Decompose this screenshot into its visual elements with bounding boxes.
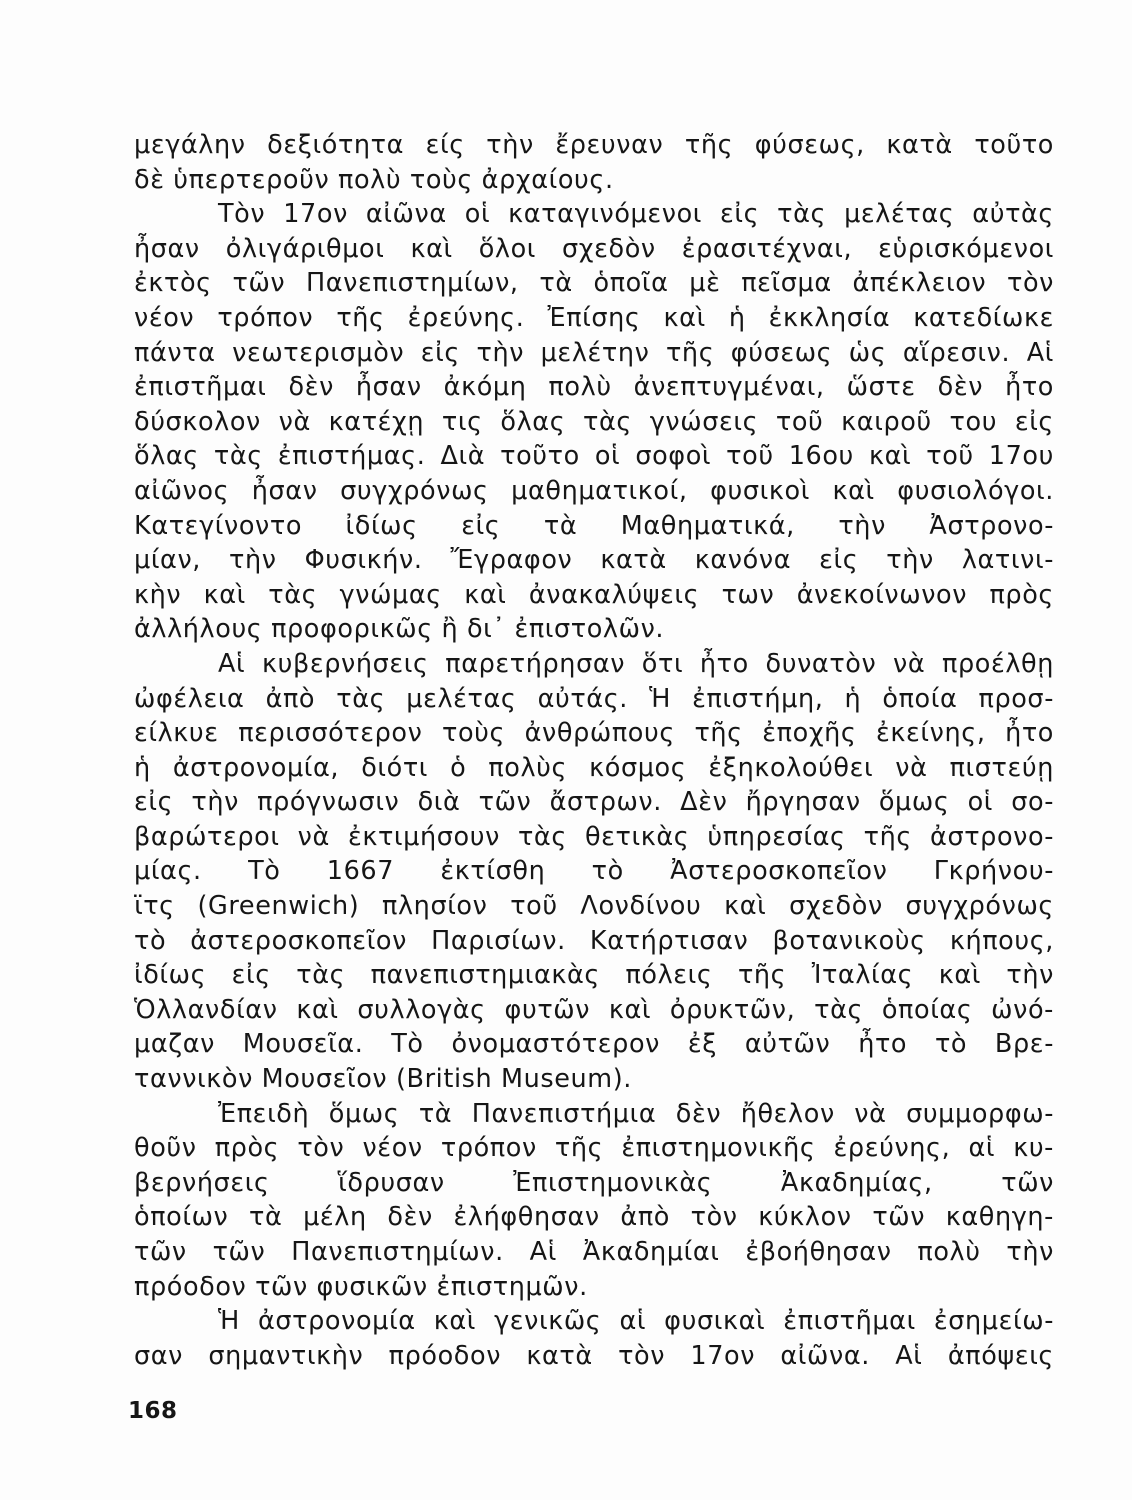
text-line: νέον τρόπον τῆς ἐρεύνης. Ἐπίσης καὶ ἡ ἐκκλησία κατεδίωκε xyxy=(134,302,1054,333)
text-line: μεγάλην δεξιότητα είς τὴν ἔρευναν τῆς φύσεως, κατὰ τοῦτο xyxy=(134,130,1054,160)
text-line: ἀλλήλους προφορικῶς ἢ δι᾽ ἐπιστολῶν. xyxy=(134,614,665,645)
text-line: μίαν, τὴν Φυσικήν. Ἔγραφον κατὰ κανόνα εἰς τὴν λατινι- xyxy=(134,545,1054,576)
text-line: ἰδίως εἰς τὰς πανεπιστημιακὰς πόλεις τῆς Ἰταλίας καὶ τὴν xyxy=(134,960,1054,991)
text-line: βαρώτεροι νὰ ἐκτιμήσουν τὰς θετικὰς ὑπηρεσίας τῆς ἀστρονο- xyxy=(134,821,1054,852)
text-line: ἐκτὸς τῶν Πανεπιστημίων, τὰ ὁποῖα μὲ πεῖσμα ἀπέκλειον τὸν xyxy=(134,268,1054,299)
paragraph-first-line: Ἐπειδὴ ὅμως τὰ Πανεπιστήμια δὲν ἤθελον νὰ συμμορφω- xyxy=(218,1098,1054,1129)
text-line: Κατεγίνοντο ἰδίως εἰς τὰ Μαθηματικά, τὴν Ἀστρονο- xyxy=(134,510,1054,541)
text-line: πρόοδον τῶν φυσικῶν ἐπιστημῶν. xyxy=(134,1271,588,1302)
text-line: ἦσαν ὀλιγάριθμοι καὶ ὅλοι σχεδὸν ἐρασιτέχναι, εὑρισκόμενοι xyxy=(134,233,1054,264)
text-line: πάντα νεωτερισμὸν εἰς τὴν μελέτην τῆς φύσεως ὡς αἵρεσιν. Αἱ xyxy=(134,337,1054,368)
text-line: κὴν καὶ τὰς γνώμας καὶ ἀνακαλύψεις των ἀνεκοίνωνον πρὸς xyxy=(134,579,1054,610)
text-line: ὁποίων τὰ μέλη δὲν ἐλήφθησαν ἀπὸ τὸν κύκλον τῶν καθηγη- xyxy=(134,1202,1054,1233)
text-line: τὸ ἀστεροσκοπεῖον Παρισίων. Κατήρτισαν βοτανικοὺς κήπους, xyxy=(134,925,1054,956)
text-line: δὲ ὑπερτεροῦν πολὺ τοὺς ἀρχαίους. xyxy=(134,164,614,195)
text-line: Ὁλλανδίαν καὶ συλλογὰς φυτῶν καὶ ὀρυκτῶν, τὰς ὁποίας ὠνό- xyxy=(134,994,1054,1025)
text-line: σαν σημαντικὴν πρόοδον κατὰ τὸν 17ον αἰῶνα. Αἱ ἀπόψεις xyxy=(134,1340,1054,1371)
text-line: τῶν τῶν Πανεπιστημίων. Αἱ Ἀκαδημίαι ἐβοήθησαν πολὺ τὴν xyxy=(134,1237,1054,1267)
text-line: μαζαν Μουσεῖα. Τὸ ὀνομαστότερον ἐξ αὐτῶν ἦτο τὸ Βρε- xyxy=(134,1029,1054,1060)
text-line: ἡ ἀστρονομία, διότι ὁ πολὺς κόσμος ἐξηκολούθει νὰ πιστεύῃ xyxy=(134,752,1054,783)
text-line: ταννικὸν Μουσεῖον (British Museum). xyxy=(134,1064,632,1095)
text-line: βερνήσεις ἵδρυσαν Ἐπιστημονικὰς Ἀκαδημίας, τῶν xyxy=(134,1167,1054,1198)
paragraph-first-line: Ἡ ἀστρονομία καὶ γενικῶς αἱ φυσικαὶ ἐπιστῆμαι ἐσημείω- xyxy=(218,1306,1054,1337)
body-text xyxy=(134,128,1054,1373)
text-line: εἰς τὴν πρόγνωσιν διὰ τῶν ἄστρων. Δὲν ἤργησαν ὅμως οἱ σο- xyxy=(134,787,1054,818)
text-line: ἐπιστῆμαι δὲν ἦσαν ἀκόμη πολὺ ἀνεπτυγμέναι, ὥστε δὲν ἦτο xyxy=(134,372,1054,403)
text-line: θοῦν πρὸς τὸν νέον τρόπον τῆς ἐπιστημονικῆς ἐρεύνης, αἱ κυ- xyxy=(134,1133,1054,1164)
text-line: ϊτς (Greenwich) πλησίον τοῦ Λονδίνου καὶ σχεδὸν συγχρόνως xyxy=(134,891,1054,922)
paragraph-first-line: Αἱ κυβερνήσεις παρετήρησαν ὅτι ἦτο δυνατὸν νὰ προέλθῃ xyxy=(218,648,1054,679)
text-line: ὠφέλεια ἀπὸ τὰς μελέτας αὐτάς. Ἡ ἐπιστήμη, ἡ ὁποία προσ- xyxy=(134,683,1054,714)
paragraph-first-line: Τὸν 17ον αἰῶνα οἱ καταγινόμενοι εἰς τὰς μελέτας αὐτὰς xyxy=(218,199,1054,230)
text-line: είλκυε περισσότερον τοὺς ἀνθρώπους τῆς ἐποχῆς ἐκείνης, ἦτο xyxy=(134,718,1054,749)
text-line: μίας. Τὸ 1667 ἐκτίσθη τὸ Ἀστεροσκοπεῖον Γκρήνου- xyxy=(134,856,1054,887)
page-number: 168 xyxy=(128,1398,178,1424)
text-line: ὅλας τὰς ἐπιστήμας. Διὰ τοῦτο οἱ σοφοὶ τοῦ 16ου καὶ τοῦ 17ου xyxy=(134,441,1054,472)
text-line: αἰῶνος ἦσαν συγχρόνως μαθηματικοί, φυσικοὶ καὶ φυσιολόγοι. xyxy=(134,475,1054,506)
text-line: δύσκολον νὰ κατέχῃ τις ὅλας τὰς γνώσεις τοῦ καιροῦ του εἰς xyxy=(134,406,1054,437)
